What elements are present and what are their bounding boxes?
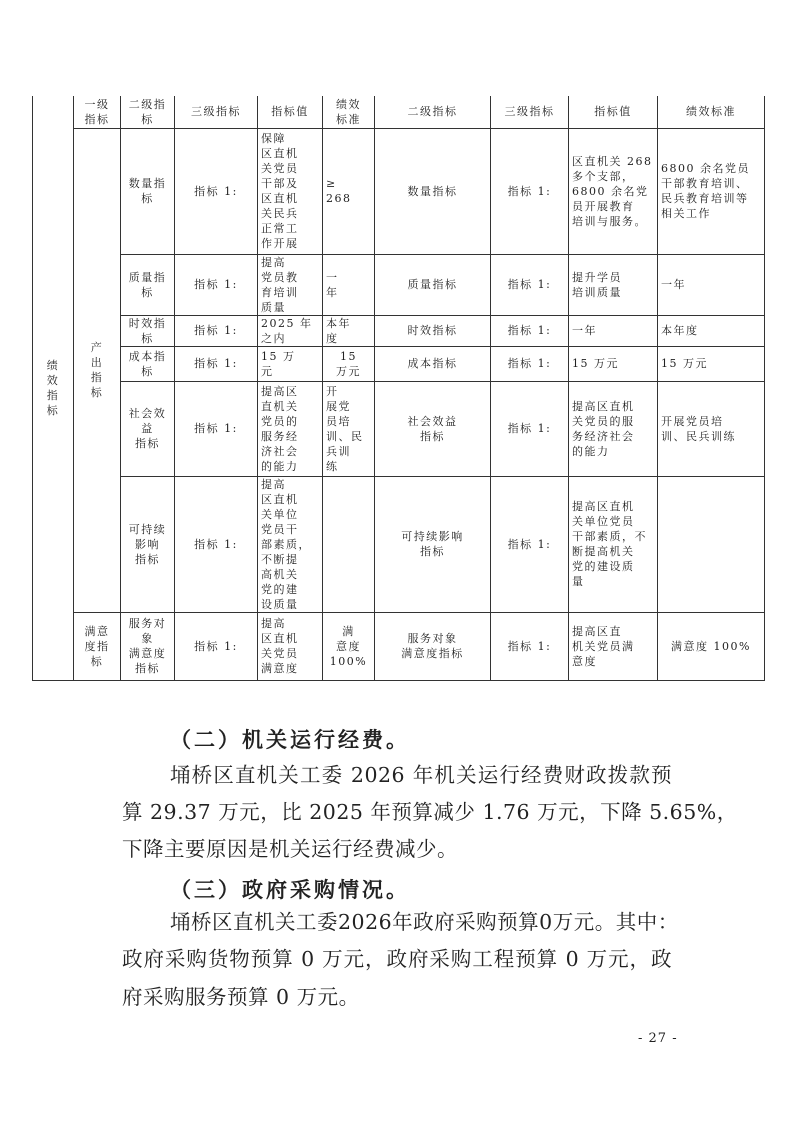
section3-line: 政府采购货物预算 0 万元，政府采购工程预算 0 万元，政	[122, 947, 672, 971]
l3b-cell: 指标 1:	[491, 128, 569, 254]
stdb-cell	[658, 476, 765, 612]
table-row	[33, 346, 765, 381]
group-output-cell: 产 出 指 标	[74, 128, 121, 612]
l2b-cell: 服务对象 满意度指标	[375, 612, 491, 680]
table-header-row	[33, 96, 765, 128]
l3-cell: 指标 1:	[175, 346, 258, 381]
l3-cell: 指标 1:	[175, 128, 258, 254]
table-row	[33, 128, 765, 254]
header-cell: 二级指标	[375, 96, 491, 128]
header-cell: 绩效标准	[658, 96, 765, 128]
header-cell: 三级指标	[491, 96, 569, 128]
section2-line: 算 29.37 万元，比 2025 年预算减少 1.76 万元，下降 5.65%，	[122, 800, 738, 824]
l2b-cell: 质量指标	[375, 254, 491, 315]
l3b-cell: 指标 1:	[491, 315, 569, 346]
value-cell: 提高 区直机 关党员 满意度	[258, 612, 323, 680]
value-cell: 15 万 元	[258, 346, 323, 381]
l3-cell: 指标 1:	[175, 612, 258, 680]
l2b-cell: 社会效益 指标	[375, 381, 491, 476]
l3b-cell: 指标 1:	[491, 346, 569, 381]
valueb-cell: 提升学员 培训质量	[569, 254, 658, 315]
section2-line: 埇桥区直机关工委 2026 年机关运行经费财政拨款预	[170, 763, 672, 787]
valueb-cell: 区直机关 268 多个支部， 6800 余名党 员开展教育 培训与服务。	[569, 128, 658, 254]
l2-cell: 时效指 标	[121, 315, 175, 346]
valueb-cell: 一年	[569, 315, 658, 346]
table-row	[33, 381, 765, 476]
value-cell: 保障 区直机 关党员 干部及 区直机 关民兵 正常工 作开展	[258, 128, 323, 254]
l3-cell: 指标 1:	[175, 254, 258, 315]
header-cell: 三级指标	[175, 96, 258, 128]
l2-cell: 可持续 影响 指标	[121, 476, 175, 612]
std-cell: 一 年	[323, 254, 375, 315]
stdb-cell: 6800 余名党员 干部教育培训、 民兵教育培训等 相关工作	[658, 128, 765, 254]
outer-label-cell: 绩 效 指 标	[33, 96, 74, 680]
valueb-cell: 提高区直机 关单位党员 干部素质，不 断提高机关 党的建设质 量	[569, 476, 658, 612]
header-cell: 二级指 标	[121, 96, 175, 128]
l2b-cell: 时效指标	[375, 315, 491, 346]
l2-cell: 质量指 标	[121, 254, 175, 315]
l2-cell: 数量指 标	[121, 128, 175, 254]
valueb-cell: 提高区直机 关党员的服 务经济社会 的能力	[569, 381, 658, 476]
page-number: - 27 -	[638, 1031, 678, 1046]
value-cell: 提高区 直机关 党员的 服务经 济社会 的能力	[258, 381, 323, 476]
valueb-cell: 提高区直 机关党员满 意度	[569, 612, 658, 680]
section3-heading: （三）政府采购情况。	[170, 877, 410, 902]
stdb-cell: 15 万元	[658, 346, 765, 381]
std-cell: ≥ 268	[323, 128, 375, 254]
std-cell: 开 展党 员培 训、民 兵训 练	[323, 381, 375, 476]
header-cell: 指标值	[569, 96, 658, 128]
l3b-cell: 指标 1:	[491, 476, 569, 612]
std-cell: 本年 度	[323, 315, 375, 346]
l2-cell: 社会效 益 指标	[121, 381, 175, 476]
l3b-cell: 指标 1:	[491, 254, 569, 315]
valueb-cell: 15 万元	[569, 346, 658, 381]
value-cell: 提高 党员教 育培训 质量	[258, 254, 323, 315]
l2b-cell: 数量指标	[375, 128, 491, 254]
l3b-cell: 指标 1:	[491, 381, 569, 476]
stdb-cell: 满意度 100%	[658, 612, 765, 680]
stdb-cell: 本年度	[658, 315, 765, 346]
l3-cell: 指标 1:	[175, 315, 258, 346]
l3-cell: 指标 1:	[175, 476, 258, 612]
std-cell	[323, 476, 375, 612]
stdb-cell: 开展党员培 训、民兵训练	[658, 381, 765, 476]
table-row	[33, 315, 765, 346]
header-cell: 绩效 标准	[323, 96, 375, 128]
l2-cell: 成本指 标	[121, 346, 175, 381]
value-cell: 2025 年 之内	[258, 315, 323, 346]
group-satisfaction-cell: 满意 度指 标	[74, 612, 121, 680]
section3-line: 府采购服务预算 0 万元。	[122, 985, 360, 1009]
table-row	[33, 476, 765, 612]
std-cell: 满 意度 100%	[323, 612, 375, 680]
header-cell: 指标值	[258, 96, 323, 128]
table-row	[33, 254, 765, 315]
section2-heading: （二）机关运行经费。	[170, 727, 410, 752]
std-cell: 15 万元	[323, 346, 375, 381]
l2b-cell: 成本指标	[375, 346, 491, 381]
l2b-cell: 可持续影响 指标	[375, 476, 491, 612]
header-cell: 一级 指标	[74, 96, 121, 128]
section2-line: 下降主要原因是机关运行经费减少。	[122, 837, 458, 861]
value-cell: 提高 区直机 关单位 党员干 部素质， 不断提 高机关 党的建 设质量	[258, 476, 323, 612]
stdb-cell: 一年	[658, 254, 765, 315]
table-row	[33, 612, 765, 680]
performance-indicator-table	[32, 96, 765, 681]
section3-line: 埇桥区直机关工委2026年政府采购预算0万元。其中：	[170, 910, 679, 934]
l3-cell: 指标 1:	[175, 381, 258, 476]
l3b-cell: 指标 1:	[491, 612, 569, 680]
l2-cell: 服务对 象 满意度 指标	[121, 612, 175, 680]
